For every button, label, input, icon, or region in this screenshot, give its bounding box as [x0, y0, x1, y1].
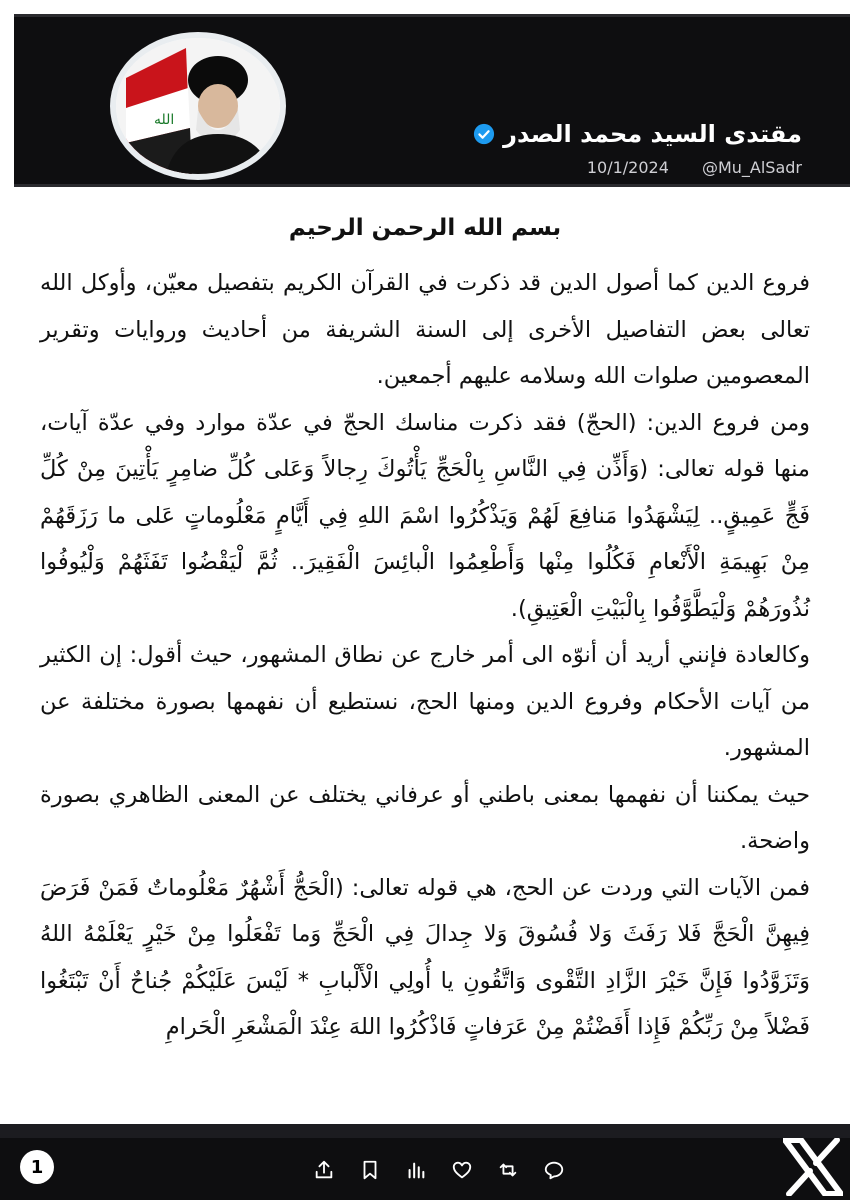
page-number-badge: 1 — [20, 1150, 54, 1184]
header-bottom-stripe — [14, 184, 850, 187]
paragraph: ومن فروع الدين: (الحجّ) فقد ذكرت مناسك الحجّ في عدّة موارد وفي عدّة آيات، منها قوله تعالى: (وَأَذِّن فِي النَّاسِ بِالْحَجِّ يَأْتُوكَ رِجالاً وَعَلى كُلِّ ضامِرٍ يَأْتِينَ مِنْ كُلِّ فَجٍّ عَمِيقٍ.. لِيَشْهَدُوا مَنافِعَ لَهُمْ وَيَذْكُرُوا اسْمَ اللهِ فِي أَيَّامٍ مَعْلُوماتٍ عَلى ما رَزَقَهُمْ مِنْ بَهِيمَةِ الْأَنْعامِ فَكُلُوا مِنْها وَأَطْعِمُوا الْبائِسَ الْفَقِيرَ.. ثُمَّ لْيَقْضُوا تَفَثَهُمْ وَلْيُوفُوا نُذُورَهُمْ وَلْيَطَّوَّفُوا بِالْبَيْتِ الْعَتِيقِ). — [40, 409, 810, 622]
post-date: 10/1/2024 — [586, 158, 669, 177]
like-icon[interactable] — [450, 1158, 474, 1182]
post-title: بسم الله الرحمن الرحيم — [288, 215, 562, 241]
user-handle[interactable]: @Mu_AlSadr — [701, 158, 802, 177]
footer-top-bar — [0, 1124, 850, 1138]
retweet-icon[interactable] — [496, 1158, 520, 1182]
avatar-image — [116, 38, 280, 174]
verified-badge-icon — [473, 123, 495, 145]
paragraph: حيث يمكننا أن نفهمها بمعنى باطني أو عرفاني يختلف عن المعنى الظاهري بصورة واضحة. — [40, 781, 810, 854]
views-icon[interactable] — [404, 1158, 428, 1182]
user-meta — [473, 158, 802, 177]
header-top-stripe — [14, 14, 850, 17]
tweet-header — [14, 14, 850, 187]
x-logo-icon — [783, 1138, 843, 1196]
bookmark-icon[interactable] — [358, 1158, 382, 1182]
paragraph: فروع الدين كما أصول الدين قد ذكرت في القرآن الكريم بتفصيل معيّن، وأوكل الله تعالى بعض التفاصيل الأخرى إلى السنة الشريفة من أحاديث وروايات وتقرير المعصومين صلوات الله وسلامه عليهم أجمعين. — [40, 270, 810, 389]
reply-icon[interactable] — [542, 1158, 566, 1182]
user-name[interactable]: مقتدى السيد محمد الصدر — [503, 120, 802, 148]
avatar[interactable] — [110, 32, 286, 180]
action-bar — [312, 1158, 566, 1182]
user-info — [473, 120, 802, 177]
paragraph: وكالعادة فإنني أريد أن أنوّه الى أمر خارج عن نطاق المشهور، حيث أقول: إن الكثير من آيات الأحكام وفروع الدين ومنها الحج، نستطيع أن نفهمها بصورة مختلفة عن المشهور. — [40, 642, 810, 761]
svg-text:الله: الله — [154, 112, 175, 128]
paragraph: فمن الآيات التي وردت عن الحج، هي قوله تعالى: (الْحَجُّ أَشْهُرٌ مَعْلُوماتٌ فَمَنْ فَرَضَ فِيهِنَّ الْحَجَّ فَلا رَفَثَ وَلا فُسُوقَ وَلا جِدالَ فِي الْحَجِّ وَما تَفْعَلُوا مِنْ خَيْرٍ يَعْلَمْهُ اللهُ وَتَزَوَّدُوا فَإِنَّ خَيْرَ الزَّادِ التَّقْوى وَاتَّقُونِ يا أُولِي الْأَلْبابِ * لَيْسَ عَلَيْكُمْ جُناحٌ أَنْ تَبْتَغُوا فَضْلاً مِنْ رَبِّكُمْ فَإِذا أَفَضْتُمْ مِنْ عَرَفاتٍ فَاذْكُرُوا اللهَ عِنْدَ الْمَشْعَرِ الْحَرامِ — [40, 874, 810, 1040]
share-icon[interactable] — [312, 1158, 336, 1182]
post-body — [40, 190, 810, 1051]
